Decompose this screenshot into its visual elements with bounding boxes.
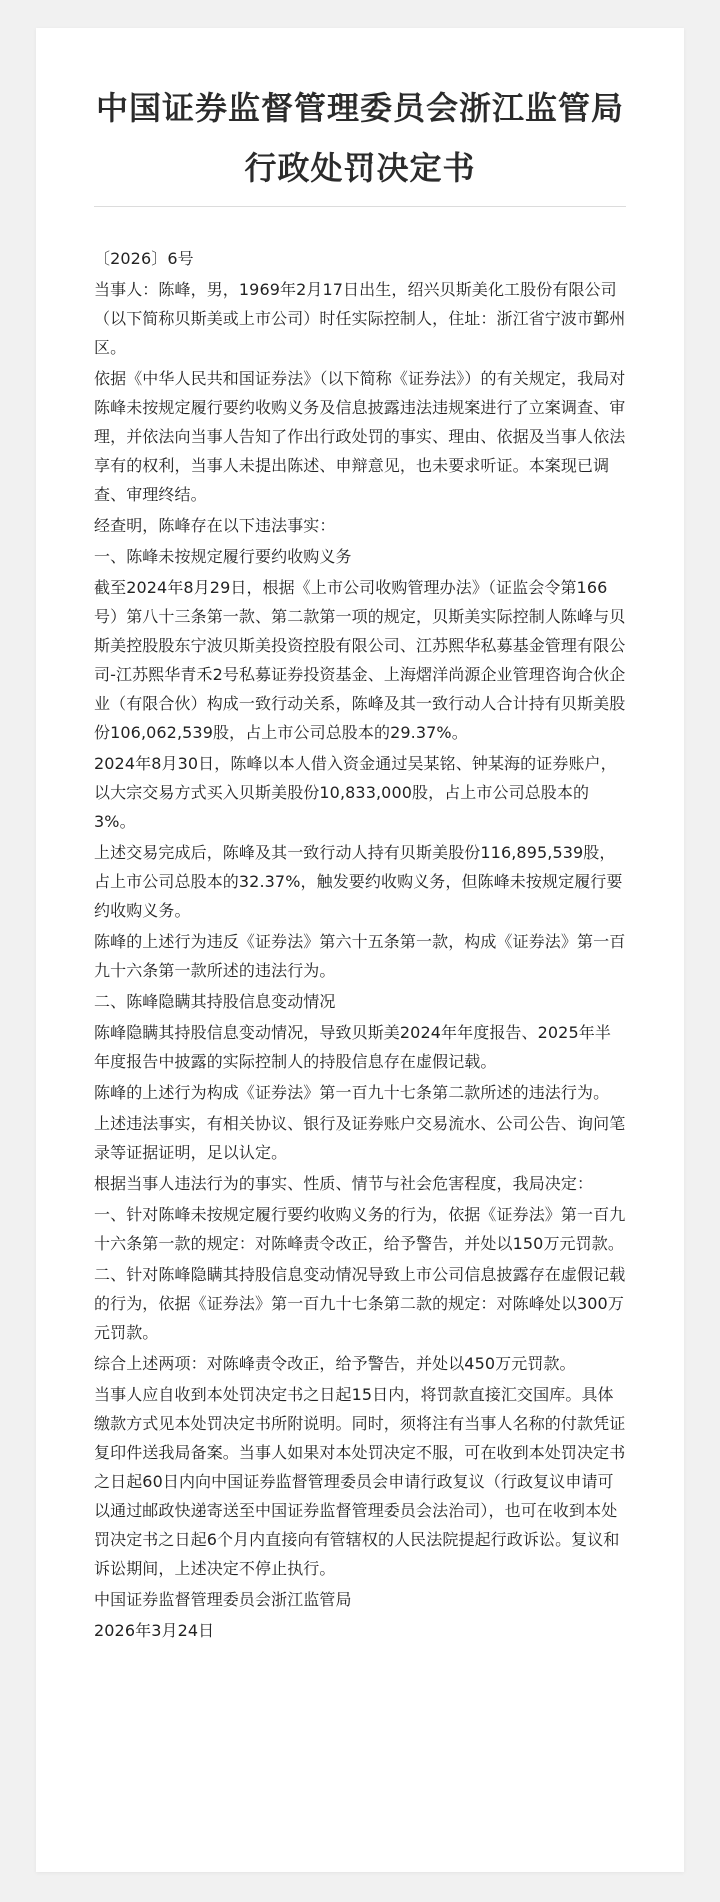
section-heading-1: 一、陈峰未按规定履行要约收购义务 (94, 547, 352, 566)
fact-paragraph: 陈峰隐瞒其持股信息变动情况，导致贝斯美2024年年度报告、2025年半年度报告中披露的实际控制人的持股信息存在虚假记载。 (94, 1023, 611, 1071)
fact-paragraph: 上述交易完成后，陈峰及其一致行动人持有贝斯美股份116,895,539股，占上市公司总股本的32.37%，触发要约收购义务，但陈峰未按规定履行要约收购义务。 (94, 843, 623, 920)
penalty-item: 二、针对陈峰隐瞒其持股信息变动情况导致上市公司信息披露存在虚假记载的行为，依据《证券法》第一百九十七条第二款的规定：对陈峰处以300万元罚款。 (94, 1265, 626, 1342)
decision-intro: 根据当事人违法行为的事实、性质、情节与社会危害程度，我局决定： (94, 1174, 594, 1193)
penalty-summary: 综合上述两项：对陈峰责令改正，给予警告，并处以450万元罚款。 (94, 1354, 576, 1373)
violation-paragraph: 陈峰的上述行为构成《证券法》第一百九十七条第二款所述的违法行为。 (94, 1083, 610, 1102)
document-number: 〔2026〕6号 (94, 249, 194, 268)
title-divider (94, 206, 626, 207)
party-info: 当事人：陈峰，男，1969年2月17日出生，绍兴贝斯美化工股份有限公司（以下简称贝斯美或上市公司）时任实际控制人，住址：浙江省宁波市鄞州区。 (94, 280, 626, 357)
fact-paragraph: 截至2024年8月29日，根据《上市公司收购管理办法》（证监会令第166号）第八十三条第一款、第二款第一项的规定，贝斯美实际控制人陈峰与贝斯美控股股东宁波贝斯美投资控股有限公司、江苏熙华私募基金管理有限公司-江苏熙华青禾2号私募证券投资基金、上海熠洋尚源企业管理咨询合伙企业（有限合伙）构成一致行动关系，陈峰及其一致行动人合计持有贝斯美股份106,062,539股，占上市公司总股本的29.37%。 (94, 578, 626, 742)
document-body (94, 244, 626, 1647)
issue-date: 2026年3月24日 (94, 1621, 215, 1640)
fact-paragraph: 2024年8月30日，陈峰以本人借入资金通过吴某铭、钟某海的证券账户，以大宗交易方式买入贝斯美股份10,833,000股，占上市公司总股本的3%。 (94, 754, 617, 831)
document-page (36, 28, 684, 1872)
evidence-paragraph: 上述违法事实，有相关协议、银行及证券账户交易流水、公司公告、询问笔录等证据证明，足以认定。 (94, 1114, 626, 1162)
penalty-item: 一、针对陈峰未按规定履行要约收购义务的行为，依据《证券法》第一百九十六条第一款的规定：对陈峰责令改正，给予警告，并处以150万元罚款。 (94, 1205, 626, 1253)
title-line-1: 中国证券监督管理委员会浙江监管局 (95, 89, 624, 127)
title-line-2: 行政处罚决定书 (244, 149, 476, 187)
payment-and-appeal-paragraph: 当事人应自收到本处罚决定书之日起15日内，将罚款直接汇交国库。具体缴款方式见本处罚决定书所附说明。同时，须将注有当事人名称的付款凭证复印件送我局备案。当事人如果对本处罚决定不服，可在收到本处罚决定书之日起60日内向中国证券监督管理委员会申请行政复议（行政复议申请可以通过邮政快递寄送至中国证券监督管理委员会法治司），也可在收到本处罚决定书之日起6个月内直接向有管辖权的人民法院提起行政诉讼。复议和诉讼期间，上述决定不停止执行。 (94, 1385, 626, 1578)
legal-basis-paragraph: 依据《中华人民共和国证券法》（以下简称《证券法》）的有关规定，我局对陈峰未按规定履行要约收购义务及信息披露违法违规案进行了立案调查、审理，并依法向当事人告知了作出行政处罚的事实、理由、依据及当事人依法享有的权利，当事人未提出陈述、申辩意见，也未要求听证。本案现已调查、审理终结。 (94, 369, 626, 504)
findings-intro: 经查明，陈峰存在以下违法事实： (94, 516, 336, 535)
issuing-authority: 中国证券监督管理委员会浙江监管局 (94, 1590, 352, 1609)
document-title (94, 78, 626, 198)
violation-paragraph: 陈峰的上述行为违反《证券法》第六十五条第一款，构成《证券法》第一百九十六条第一款所述的违法行为。 (94, 932, 626, 980)
section-heading-2: 二、陈峰隐瞒其持股信息变动情况 (94, 992, 336, 1011)
